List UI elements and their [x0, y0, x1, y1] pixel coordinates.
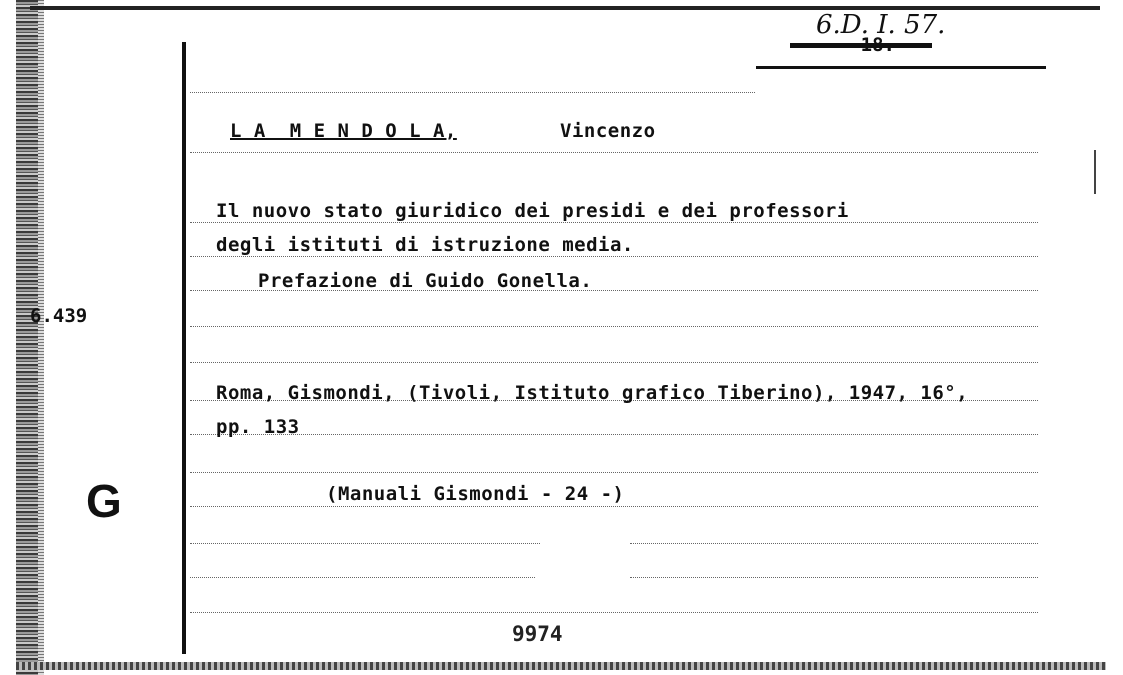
strikethrough-mark	[790, 43, 932, 48]
ruled-line	[190, 362, 1038, 363]
ruled-line	[190, 577, 535, 578]
right-margin-mark	[1094, 150, 1096, 194]
card-edge-bottom	[16, 662, 1106, 670]
catalog-underline	[756, 66, 1046, 69]
ruled-line	[190, 256, 1038, 257]
ruled-line	[630, 577, 1038, 578]
ruled-line	[190, 222, 1038, 223]
ruled-line	[190, 326, 1038, 327]
series-note: (Manuali Gismondi - 24 -)	[326, 483, 625, 505]
margin-line	[182, 42, 186, 654]
ruled-line	[190, 152, 1038, 153]
ruled-line	[190, 434, 1038, 435]
author-name: Vincenzo	[560, 120, 656, 142]
ruled-line	[190, 543, 540, 544]
author-surname: L A M E N D O L A,	[230, 120, 457, 142]
card-edge-left	[16, 0, 38, 675]
ruled-line	[190, 472, 1038, 473]
imprint-line-1: Roma, Gismondi, (Tivoli, Istituto grafico Tiberino), 1947, 16°,	[216, 382, 969, 404]
card-edge-shadow	[38, 0, 44, 675]
title-line-2: degli istituti di istruzione media.	[216, 234, 634, 256]
ruled-line	[190, 612, 1038, 613]
preface-note: Prefazione di Guido Gonella.	[258, 270, 593, 292]
ruled-line	[630, 543, 1038, 544]
catalog-number: 6.D. I. 57.	[816, 10, 946, 40]
ruled-line	[190, 506, 1038, 507]
title-line-1: Il nuovo stato giuridico dei presidi e dei professori	[216, 200, 849, 222]
imprint-line-2: pp. 133	[216, 416, 300, 438]
shelfmark: 6.439	[30, 305, 88, 327]
section-letter: G	[86, 475, 122, 527]
ruled-line	[190, 92, 755, 93]
inventory-stamp: 9974	[512, 622, 563, 646]
